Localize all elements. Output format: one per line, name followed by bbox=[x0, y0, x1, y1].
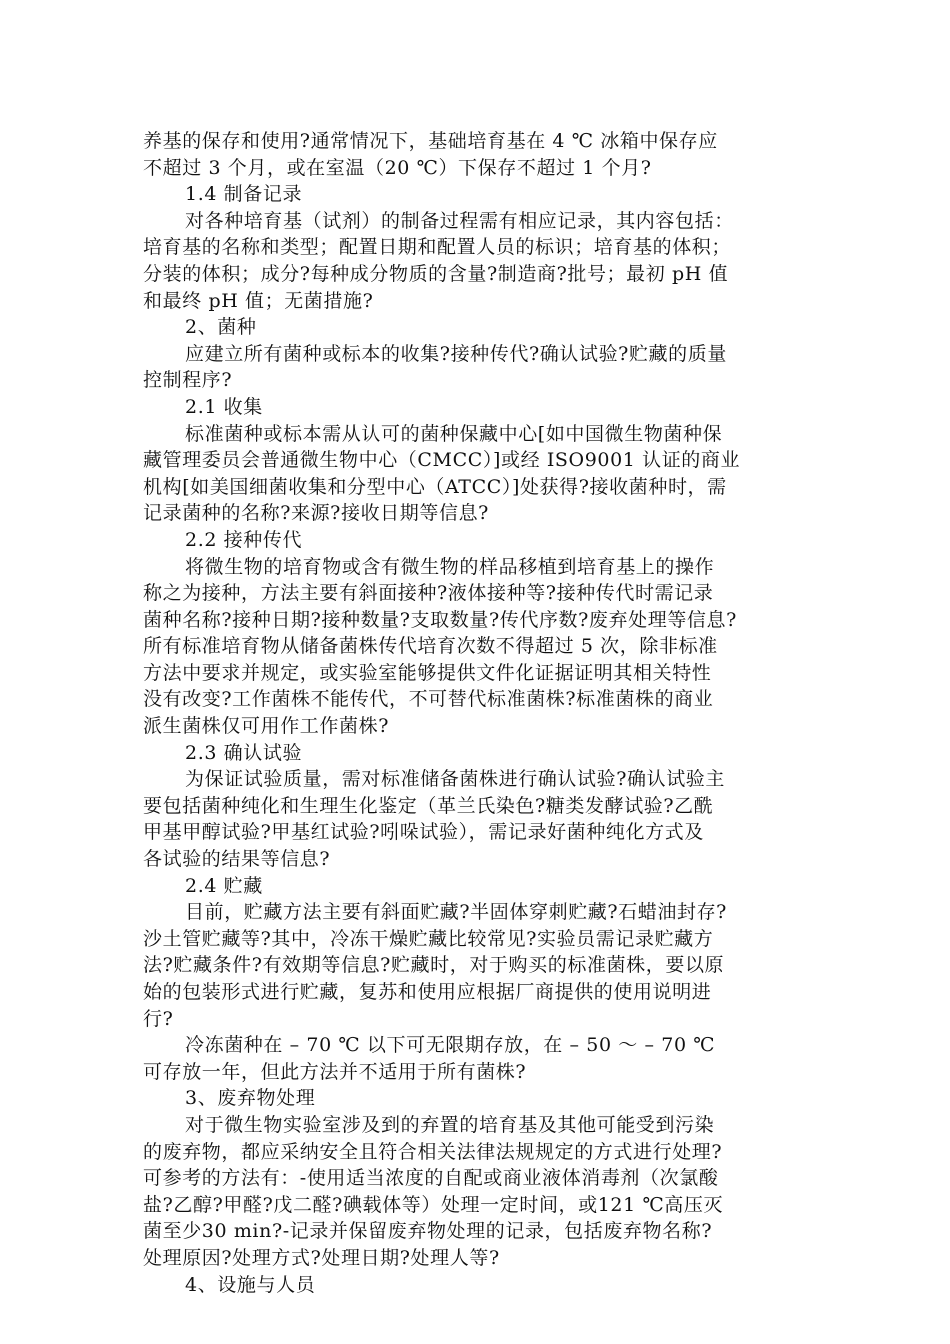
text-line: 菌至少30 min?-记录并保留废弃物处理的记录，包括废弃物名称? bbox=[143, 1220, 713, 1243]
text-line: 记录菌种的名称?来源?接收日期等信息? bbox=[143, 502, 489, 525]
text-line: 各试验的结果等信息? bbox=[143, 848, 331, 871]
text-line: 2、菌种 bbox=[185, 316, 257, 339]
text-line: 对各种培育基（试剂）的制备过程需有相应记录，其内容包括： bbox=[185, 209, 734, 232]
text-line: 法?贮藏条件?有效期等信息?贮藏时，对于购买的标准菌株，要以原 bbox=[143, 954, 725, 977]
text-line: 甲基甲醇试验?甲基红试验?吲哚试验），需记录好菌种纯化方式及 bbox=[143, 821, 704, 844]
text-line: 分装的体积；成分?每种成分物质的含量?制造商?批号；最初 pH 值 bbox=[143, 262, 729, 285]
text-line: 方法中要求并规定，或实验室能够提供文件化证据证明其相关特性 bbox=[143, 661, 712, 684]
text-line: 藏管理委员会普通微生物中心（CMCC）]或经 ISO9001 认证的商业 bbox=[143, 449, 741, 472]
text-line: 和最终 pH 值；无菌措施? bbox=[143, 289, 374, 312]
text-line: 目前，贮藏方法主要有斜面贮藏?半固体穿刺贮藏?石蜡油封存? bbox=[185, 901, 727, 924]
text-line: 的废弃物，都应采纳安全且符合相关法律法规规定的方式进行处理? bbox=[143, 1140, 723, 1163]
text-line: 应建立所有菌种或标本的收集?接种传代?确认试验?贮藏的质量 bbox=[185, 342, 727, 365]
text-line: 盐?乙醇?甲醛?戊二醛?碘载体等）处理一定时间，或121 ℃高压灭 bbox=[143, 1193, 724, 1216]
text-line: 冷冻菌种在 – 70 ℃ 以下可无限期存放，在 – 50 ～ – 70 ℃ bbox=[185, 1034, 716, 1057]
text-line: 称之为接种，方法主要有斜面接种?液体接种等?接种传代时需记录 bbox=[143, 582, 714, 605]
text-line: 为保证试验质量，需对标准储备菌株进行确认试验?确认试验主 bbox=[185, 768, 725, 791]
text-line: 处理原因?处理方式?处理日期?处理人等? bbox=[143, 1246, 500, 1269]
text-line: 2.1 收集 bbox=[185, 395, 263, 418]
text-line: 养基的保存和使用?通常情况下，基础培育基在 4 ℃ 冰箱中保存应 bbox=[143, 130, 718, 152]
text-line: 4、设施与人员 bbox=[185, 1273, 316, 1296]
text-line: 所有标准培育物从储备菌株传代培育次数不得超过 5 次，除非标准 bbox=[143, 635, 718, 658]
text-line: 行? bbox=[143, 1007, 174, 1030]
text-line: 不超过 3 个月，或在室温（20 ℃）下保存不超过 1 个月? bbox=[143, 156, 652, 179]
text-line: 始的包装形式进行贮藏，复苏和使用应根据厂商提供的使用说明进 bbox=[143, 981, 712, 1003]
text-line: 2.4 贮藏 bbox=[185, 874, 263, 897]
text-line: 要包括菌种纯化和生理生化鉴定（革兰氏染色?糖类发酵试验?乙酰 bbox=[143, 794, 714, 817]
text-line: 可参考的方法有：-使用适当浓度的自配或商业液体消毒剂（次氯酸 bbox=[143, 1167, 719, 1190]
text-line: 派生菌株仅可用作工作菌株? bbox=[143, 715, 389, 738]
text-line: 标准菌种或标本需从认可的菌种保藏中心[如中国微生物菌种保 bbox=[185, 422, 723, 445]
text-line: 2.3 确认试验 bbox=[185, 741, 303, 764]
text-line: 沙土管贮藏等?其中，冷冻干燥贮藏比较常见?实验员需记录贮藏方 bbox=[143, 927, 714, 950]
text-line: 将微生物的培育物或含有微生物的样品移植到培育基上的操作 bbox=[185, 555, 715, 578]
text-line: 菌种名称?接种日期?接种数量?支取数量?传代序数?废弃处理等信息? bbox=[143, 608, 737, 631]
text-line: 可存放一年，但此方法并不适用于所有菌株? bbox=[143, 1060, 527, 1083]
text-line: 1.4 制备记录 bbox=[185, 183, 303, 206]
text-line: 3、废弃物处理 bbox=[185, 1087, 316, 1110]
text-line: 2.2 接种传代 bbox=[185, 528, 303, 551]
document-body bbox=[143, 128, 813, 1298]
text-line: 机构[如美国细菌收集和分型中心（ATCC）]处获得?接收菌种时，需 bbox=[143, 475, 727, 498]
text-line: 没有改变?工作菌株不能传代，不可替代标准菌株?标准菌株的商业 bbox=[143, 688, 714, 711]
text-line: 培育基的名称和类型；配置日期和配置人员的标识；培育基的体积； bbox=[143, 236, 732, 259]
text-line: 控制程序? bbox=[143, 369, 233, 392]
text-line: 对于微生物实验室涉及到的弃置的培育基及其他可能受到污染 bbox=[185, 1113, 715, 1136]
